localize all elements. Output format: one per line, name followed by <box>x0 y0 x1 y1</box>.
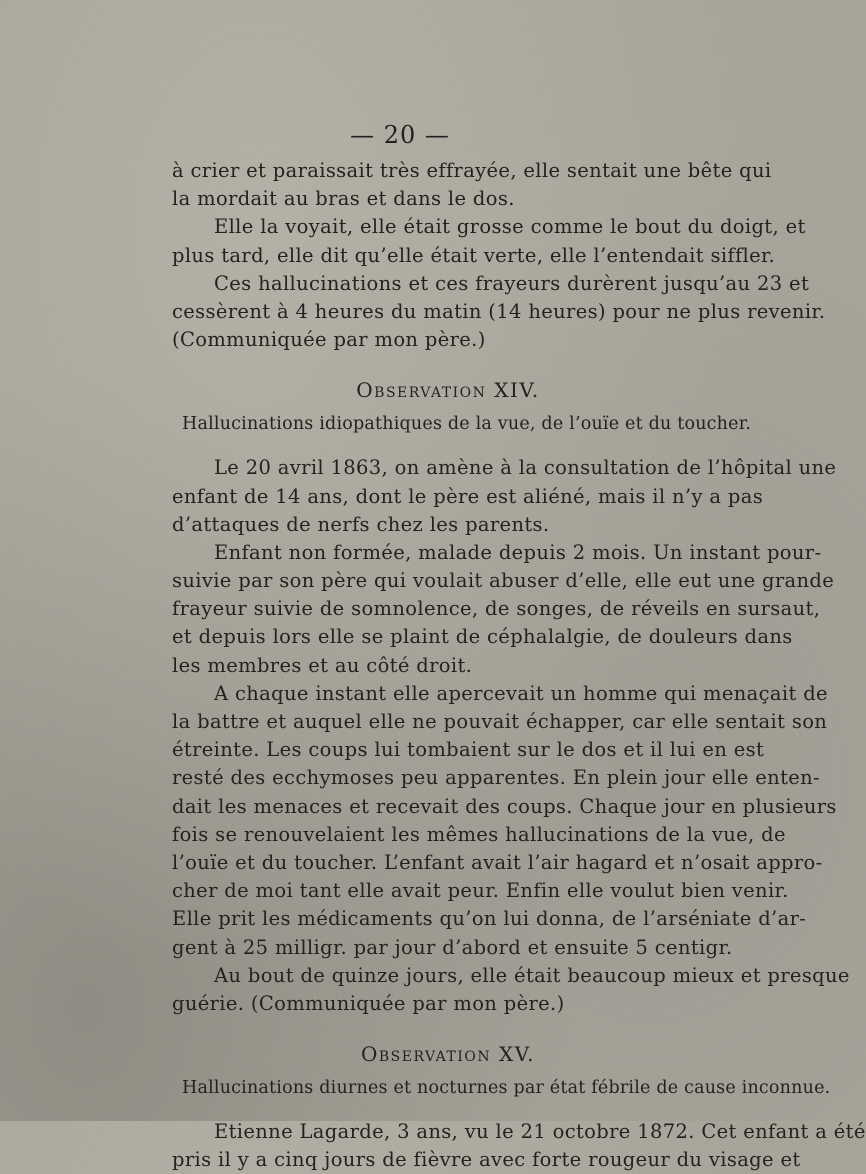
text-line: enfant de 14 ans, dont le père est aliéné, mais il n’y a pas <box>172 484 764 508</box>
text-line: Etienne Lagarde, 3 ans, vu le 21 octobre 1872. Cet enfant a été <box>214 1120 866 1144</box>
text-line: d’attaques de nerfs chez les parents. <box>172 512 550 536</box>
text-line: resté des ecchymoses peu apparentes. En plein jour elle enten- <box>172 766 820 790</box>
text-line: la battre et auquel elle ne pouvait échapper, car elle sentait son <box>172 710 828 733</box>
text-line: gent à 25 milligr. par jour d’abord et ensuite 5 centigr. <box>172 935 733 959</box>
text-line: suivie par son père qui voulait abuser d’elle, elle eut une grande <box>172 569 835 593</box>
text-line: les membres et au côté droit. <box>172 653 473 677</box>
text-line: Ces hallucinations et ces frayeurs durèrent jusqu’au 23 et <box>214 271 810 295</box>
text-line: frayeur suivie de somnolence, de songes, de réveils en sursaut, <box>172 597 821 621</box>
text-line: Elle prit les médicaments qu’on lui donna, de l’arséniate d’ar- <box>172 907 807 931</box>
page-number: — 20 — <box>350 121 450 149</box>
text-line: Le 20 avril 1863, on amène à la consultation de l’hôpital une <box>214 456 837 480</box>
text-line: dait les menaces et recevait des coups. Chaque jour en plusieurs <box>172 794 837 818</box>
observation-15-subtitle: Hallucinations diurnes et nocturnes par état fébrile de cause inconnue. <box>182 1078 831 1099</box>
text-line: la mordait au bras et dans le dos. <box>172 187 515 211</box>
text-line: pris il y a cinq jours de fièvre avec forte rougeur du visage et <box>172 1148 801 1172</box>
text-line: Enfant non formée, malade depuis 2 mois. Un instant pour- <box>214 540 822 564</box>
body-text <box>172 157 866 1174</box>
text-line: à crier et paraissait très effrayée, elle sentait une bête qui <box>172 159 772 182</box>
text-line: guérie. (Communiquée par mon père.) <box>172 991 565 1015</box>
text-line: plus tard, elle dit qu’elle était verte, elle l’entendait siffler. <box>172 243 776 267</box>
text-line: l’ouïe et du toucher. L’enfant avait l’air hagard et n’osait appro- <box>172 850 823 874</box>
text-line: et depuis lors elle se plaint de céphalalgie, de douleurs dans <box>172 625 793 649</box>
observation-14-title: Observation XIV. <box>356 378 540 403</box>
observation-14-subtitle: Hallucinations idiopathiques de la vue, de l’ouïe et du toucher. <box>182 414 752 435</box>
observation-15-title: Observation XV. <box>360 1042 536 1067</box>
text-line: (Communiquée par mon père.) <box>172 328 486 352</box>
text-line: Au bout de quinze jours, elle était beaucoup mieux et presque <box>214 963 850 987</box>
text-line: étreinte. Les coups lui tombaient sur le dos et il lui en est <box>172 738 765 762</box>
text-line: fois se renouvelaient les mêmes hallucinations de la vue, de <box>172 822 786 846</box>
text-line: A chaque instant elle apercevait un homme qui menaçait de <box>214 681 828 705</box>
text-line: cessèrent à 4 heures du matin (14 heures) pour ne plus revenir. <box>172 299 826 323</box>
text-line: Elle la voyait, elle était grosse comme le bout du doigt, et <box>214 215 806 239</box>
text-line: cher de moi tant elle avait peur. Enfin elle voulut bien venir. <box>172 879 789 903</box>
